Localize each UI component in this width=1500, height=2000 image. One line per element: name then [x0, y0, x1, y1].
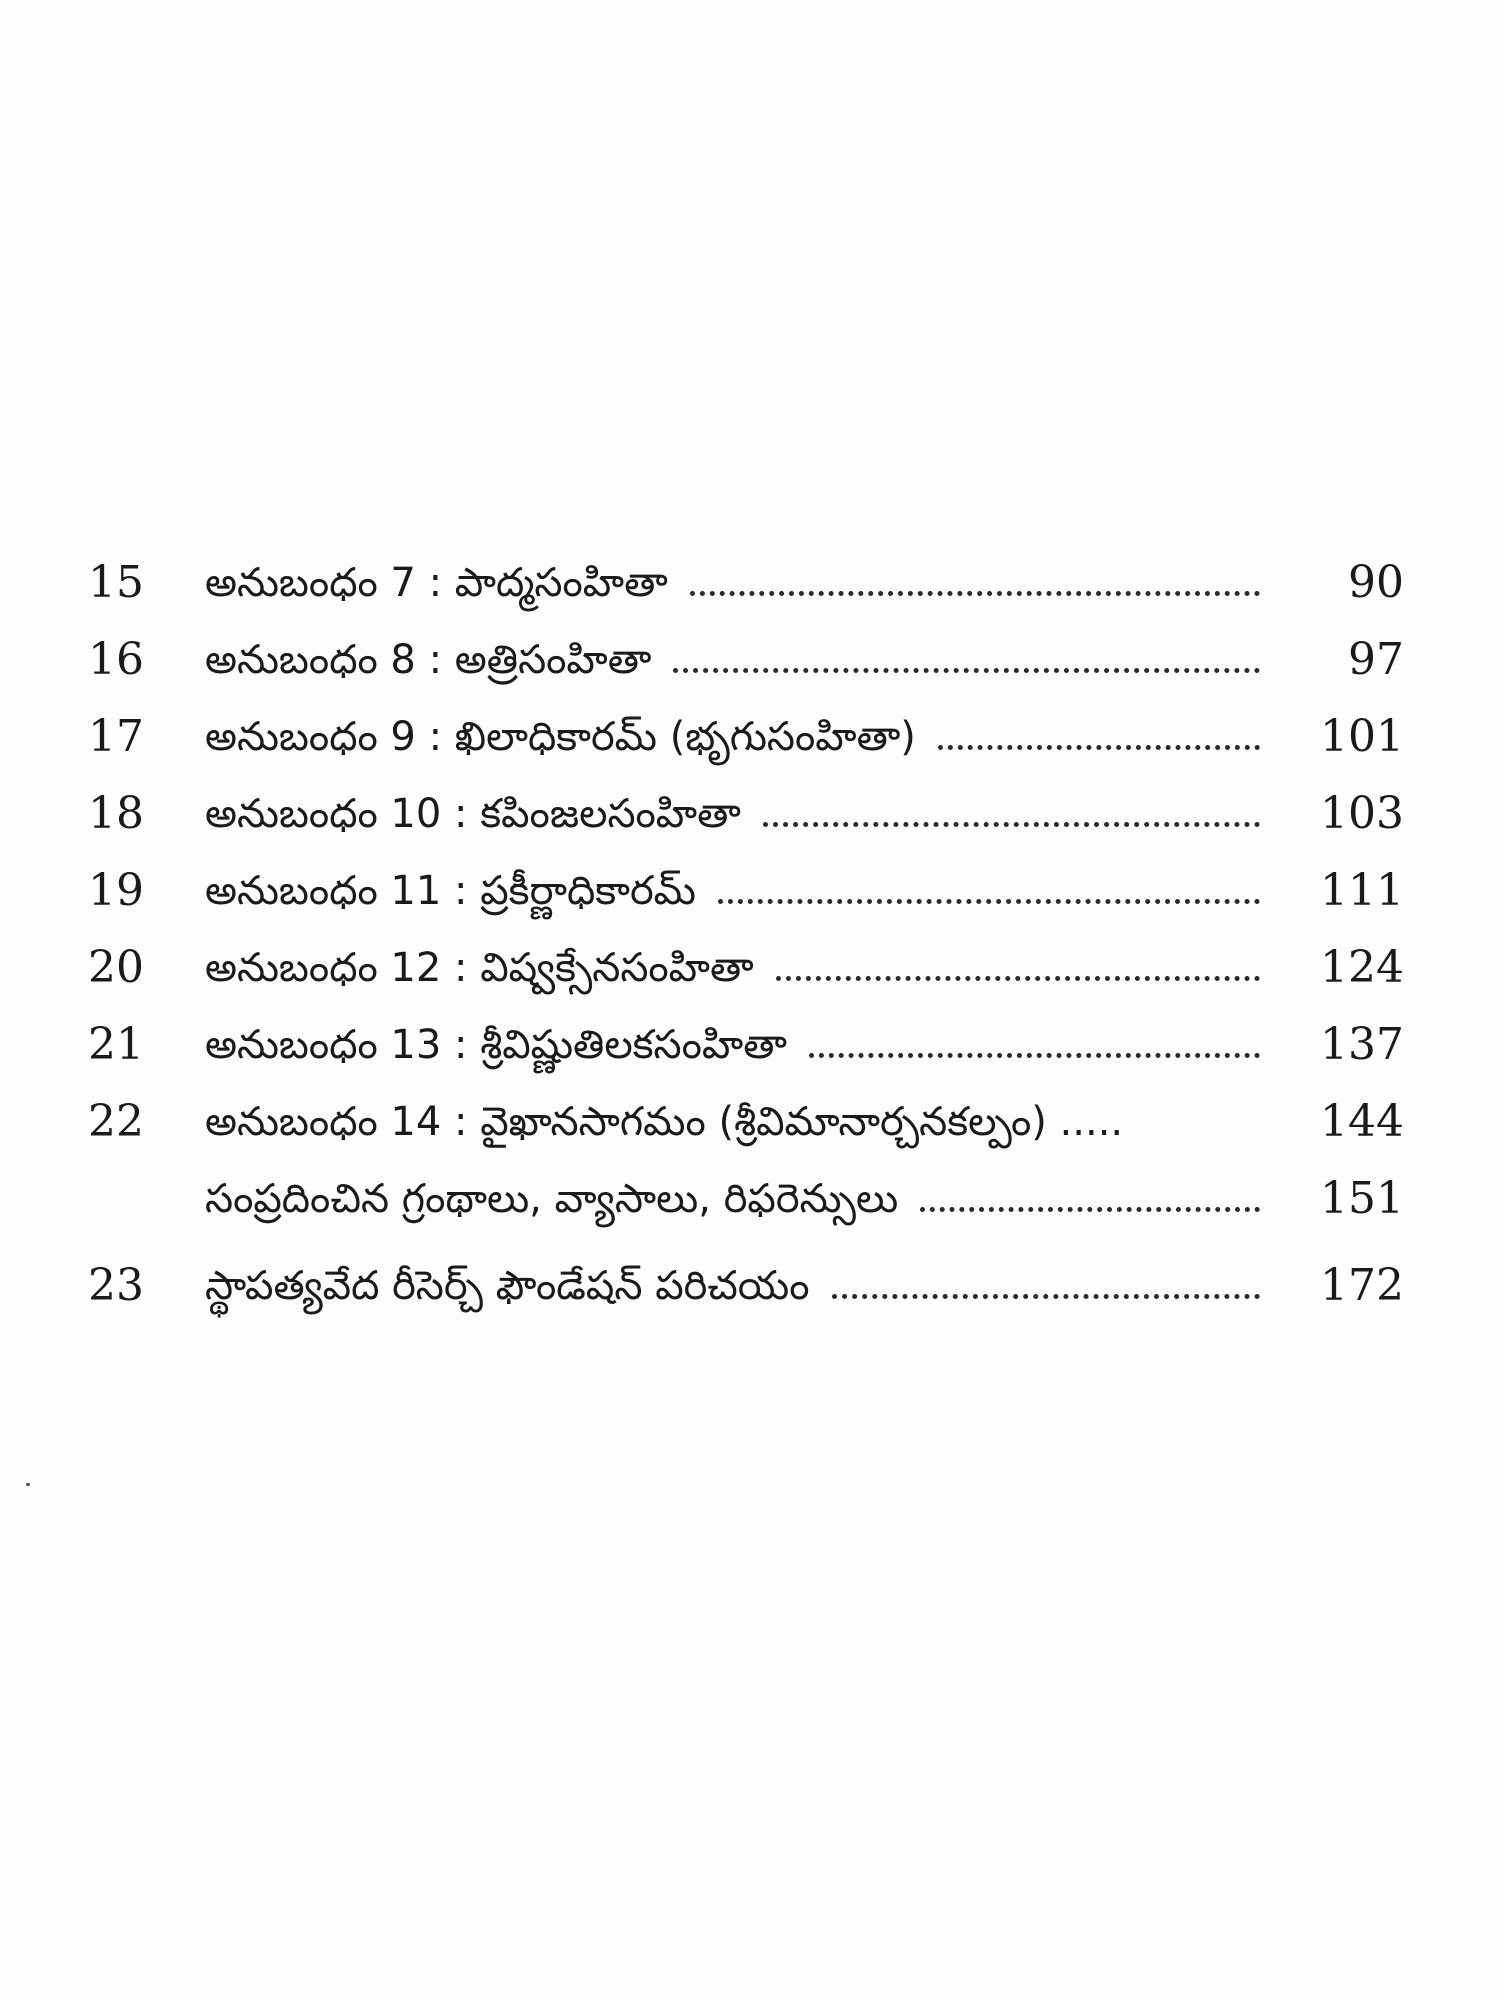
dot-leader — [938, 745, 1260, 750]
toc-row-number: 19 — [88, 865, 144, 916]
toc-row-number: 20 — [88, 942, 144, 993]
toc-row — [0, 545, 1500, 622]
toc-row-number: 21 — [88, 1019, 144, 1070]
toc-entry — [205, 555, 1260, 611]
dot-leader — [832, 1294, 1260, 1299]
dot-leader — [763, 822, 1260, 827]
toc-row — [0, 1248, 1500, 1325]
toc-entry — [205, 940, 1260, 996]
toc-row-number: 23 — [88, 1260, 144, 1311]
toc-entry-title: అనుబంధం 8 : అత్రిసంహితా — [205, 637, 652, 683]
toc-entry-title: అనుబంధం 7 : పాద్మసంహితా — [205, 560, 668, 606]
toc-row — [0, 776, 1500, 853]
toc-page-number: 151 — [1320, 1173, 1404, 1224]
toc-entry-title: అనుబంధం 10 : కపింజలసంహితా — [205, 791, 741, 837]
toc-page-number: 137 — [1320, 1019, 1404, 1070]
toc-page-number: 103 — [1320, 788, 1404, 839]
paper-speck — [26, 1483, 30, 1486]
toc-entry-title: అనుబంధం 9 : ఖిలాధికారమ్ (భృగుసంహితా) — [205, 714, 916, 760]
dot-leader — [776, 976, 1260, 981]
toc-row — [0, 1084, 1500, 1161]
toc-entry — [205, 863, 1260, 919]
toc-entry — [205, 632, 1260, 688]
toc-entry — [205, 1094, 1260, 1150]
toc-page-number: 90 — [1348, 557, 1404, 608]
toc-entry — [205, 786, 1260, 842]
dot-leader — [920, 1207, 1260, 1212]
table-of-contents — [0, 545, 1500, 1325]
toc-entry — [205, 1171, 1260, 1227]
toc-entry — [205, 1017, 1260, 1073]
dot-leader — [718, 899, 1260, 904]
dot-leader — [673, 668, 1260, 673]
toc-row — [0, 1161, 1500, 1238]
toc-entry-title: అనుబంధం 11 : ప్రకీర్ణాధికారమ్ — [205, 868, 696, 914]
toc-entry-title: అనుబంధం 12 : విష్వక్సేనసంహితా — [205, 945, 754, 991]
toc-row — [0, 699, 1500, 776]
toc-row-number: 16 — [88, 634, 144, 685]
dot-leader — [690, 591, 1260, 596]
toc-entry — [205, 709, 1260, 765]
toc-entry-title: సంప్రదించిన గ్రంథాలు, వ్యాసాలు, రిఫరెన్సులు — [205, 1176, 899, 1222]
toc-page-number: 124 — [1320, 942, 1404, 993]
toc-row-number: 17 — [88, 711, 144, 762]
toc-row — [0, 1007, 1500, 1084]
dot-leader — [809, 1053, 1260, 1058]
toc-row-number: 15 — [88, 557, 144, 608]
toc-page-number: 144 — [1320, 1096, 1404, 1147]
toc-row — [0, 622, 1500, 699]
toc-row — [0, 853, 1500, 930]
toc-row — [0, 930, 1500, 1007]
toc-entry — [205, 1258, 1260, 1314]
toc-entry-title: స్థాపత్యవేద రీసెర్చ్ ఫౌండేషన్ పరిచయం — [205, 1263, 810, 1309]
toc-row-number: 22 — [88, 1096, 144, 1147]
toc-entry-title: అనుబంధం 14 : వైఖానసాగమం (శ్రీవిమానార్చనకల్పం) ..... — [205, 1099, 1124, 1145]
toc-row-number: 18 — [88, 788, 144, 839]
toc-page-number: 101 — [1320, 711, 1404, 762]
toc-page-number: 97 — [1348, 634, 1404, 685]
toc-page-number: 111 — [1320, 865, 1404, 916]
toc-entry-title: అనుబంధం 13 : శ్రీవిష్ణుతిలకసంహితా — [205, 1022, 787, 1068]
toc-page-number: 172 — [1320, 1260, 1404, 1311]
